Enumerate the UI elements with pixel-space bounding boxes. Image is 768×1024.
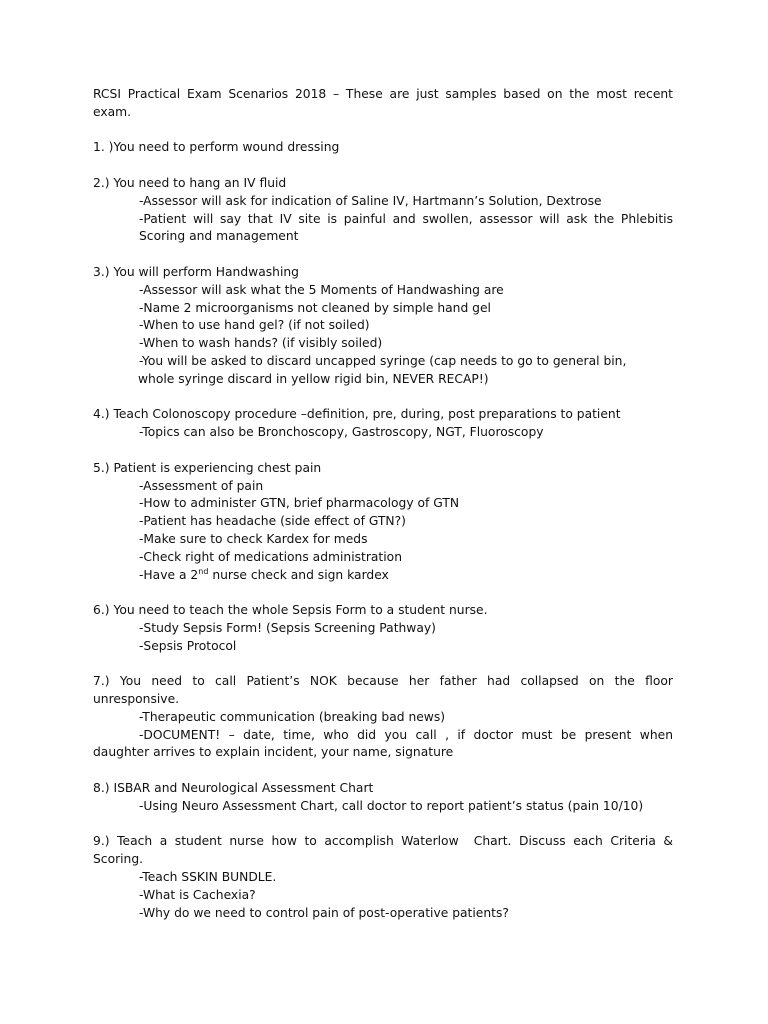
item-2-heading: 2.) You need to hang an IV fluid: [93, 175, 287, 190]
document-title: RCSI Practical Exam Scenarios 2018 – These are just samples based on the most recent exam.: [93, 87, 673, 119]
item-7-document-note-continued: daughter arrives to explain incident, your name, signature: [93, 745, 454, 760]
item-3-detail: -Assessor will ask what the 5 Moments of Handwashing are: [139, 282, 504, 297]
item-5-detail: -Patient has headache (side effect of GTN?): [139, 514, 406, 529]
item-2-detail: -Patient will say that IV site is painful and swollen, assessor will ask the Phlebitis Scoring and management: [139, 211, 673, 244]
item-3-heading: 3.) You will perform Handwashing: [93, 264, 299, 279]
item-8-heading: 8.) ISBAR and Neurological Assessment Chart: [93, 781, 374, 796]
item-7-document-note: -DOCUMENT! – date, time, who did you call , if doctor must be present when: [139, 727, 673, 742]
item-7-heading: 7.) You need to call Patient’s NOK because her father had collapsed on the floor unresponsive.: [93, 674, 673, 707]
item-6-detail: -Study Sepsis Form! (Sepsis Screening Pathway): [139, 620, 436, 635]
item-2-detail: -Assessor will ask for indication of Saline IV, Hartmann’s Solution, Dextrose: [139, 193, 602, 208]
ordinal-superscript: nd: [198, 566, 209, 576]
item-3-detail: -You will be asked to discard uncapped syringe (cap needs to go to general bin,: [139, 353, 627, 368]
item-5-detail: -Make sure to check Kardex for meds: [139, 531, 368, 546]
item-3-detail: -When to use hand gel? (if not soiled): [139, 318, 370, 333]
item-6-detail: -Sepsis Protocol: [139, 638, 237, 653]
item-3-detail: -Name 2 microorganisms not cleaned by simple hand gel: [139, 300, 491, 315]
item-4-heading: 4.) Teach Colonoscopy procedure –definition, pre, during, post preparations to patient: [93, 407, 621, 422]
item-9-detail: -Teach SSKIN BUNDLE.: [139, 870, 277, 885]
item-5-detail: -Assessment of pain: [139, 478, 264, 493]
item-5-detail-kardex: [93, 567, 673, 585]
item-4-detail: -Topics can also be Bronchoscopy, Gastroscopy, NGT, Fluoroscopy: [139, 425, 544, 440]
item-1-heading: 1. )You need to perform wound dressing: [93, 140, 340, 155]
item-5-detail: -How to administer GTN, brief pharmacology of GTN: [139, 496, 460, 511]
item-6-heading: 6.) You need to teach the whole Sepsis Form to a student nurse.: [93, 603, 488, 618]
item-8-detail: -Using Neuro Assessment Chart, call doctor to report patient’s status (pain 10/10): [139, 798, 644, 813]
item-9-detail: -Why do we need to control pain of post-operative patients?: [139, 905, 509, 920]
document-body: [93, 86, 677, 922]
kardex-text-after: nurse check and sign kardex: [208, 567, 389, 582]
item-5-detail: -Check right of medications administration: [139, 549, 402, 564]
item-7-detail: -Therapeutic communication (breaking bad news): [139, 709, 446, 724]
kardex-text-before: -Have a 2: [139, 567, 199, 582]
item-3-detail: -When to wash hands? (if visibly soiled): [139, 336, 383, 351]
item-9-heading: 9.) Teach a student nurse how to accomplish Waterlow Chart. Discuss each Criteria & Scoring.: [93, 834, 677, 867]
item-9-detail: -What is Cachexia?: [139, 887, 256, 902]
item-5-heading: 5.) Patient is experiencing chest pain: [93, 460, 322, 475]
item-3-detail-continued: whole syringe discard in yellow rigid bin, NEVER RECAP!): [138, 371, 489, 386]
